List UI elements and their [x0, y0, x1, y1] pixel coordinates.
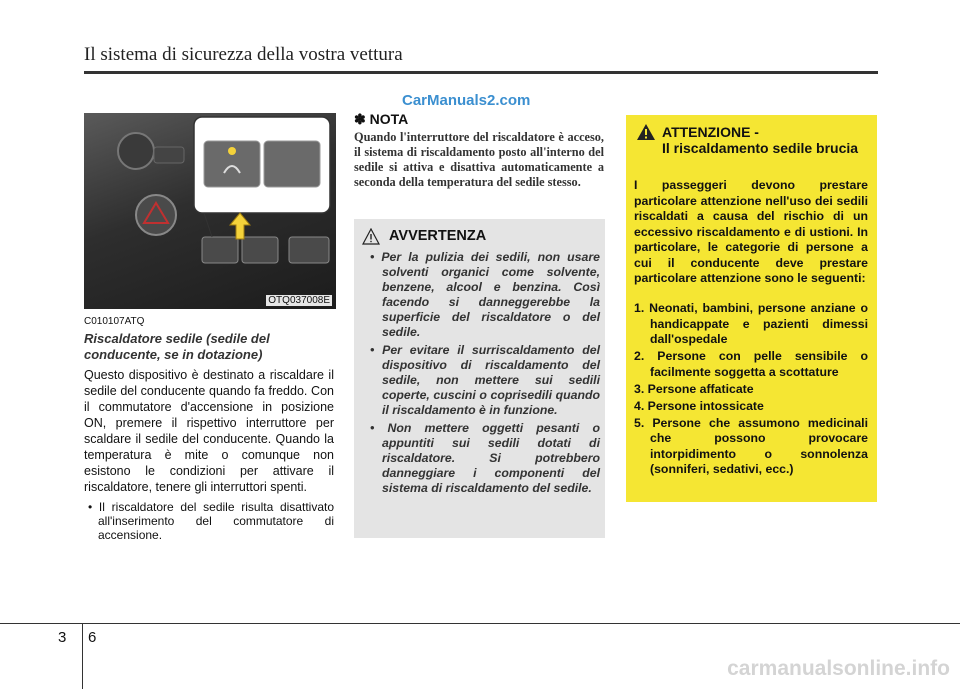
attenzione-intro: I passeggeri devono prestare particolare attenzione nell'uso dei sedili riscaldati a causa del rischio di un eccessivo riscaldamento e di ustioni. In particolare, le categorie di persone a cui il conducente deve prestare particolare attenzione sono le seguenti:: [634, 178, 868, 285]
page-divider: [82, 624, 83, 689]
list-item: • Per evitare il surriscaldamento del dispositivo di riscaldamento del sedile, non mettere sui sedili coperte, cuscini o coprisedili quando il riscaldamento è in funzione.: [370, 343, 600, 417]
attenzione-title-line1: ATTENZIONE -: [662, 124, 759, 140]
header-rule: [84, 71, 878, 74]
section-code: C010107ATQ: [84, 316, 145, 327]
page-section-number: 3: [58, 629, 67, 646]
attenzione-title: [662, 124, 862, 156]
list-item: • Non mettere oggetti pesanti o appuntiti sui sedili dotati di riscaldatore. Si potrebbero danneggiare i componenti del sistema di riscaldamento del sedile.: [370, 421, 600, 495]
attenzione-title-line2: Il riscaldamento sedile brucia: [662, 140, 859, 156]
page-number: 6: [88, 629, 97, 646]
section-heading: Riscaldatore sedile (sedile del conducente, se in dotazione): [84, 331, 270, 362]
warning-triangle-icon: [636, 123, 656, 141]
page-header-title: Il sistema di sicurezza della vostra vettura: [84, 44, 403, 65]
footer-rule: [0, 623, 960, 624]
watermark-bottom[interactable]: carmanualsonline.info: [727, 657, 950, 680]
avvertenza-list: [360, 250, 600, 499]
attenzione-list: [634, 301, 868, 479]
list-item: 4. Persone intossicate: [634, 398, 764, 413]
list-item: 3. Persone affaticate: [634, 381, 754, 396]
seat-heater-photo: [84, 113, 336, 309]
dashboard-illustration: [84, 113, 336, 309]
list-item: 1. Neonati, bambini, persone anziane o handicappate e pazienti dimessi dall'ospedale: [634, 301, 868, 346]
list-item: 5. Persone che assumono medicinali che possono provocare intorpidimento o sonnolenza (sonniferi, sedativi, ecc.): [634, 415, 868, 476]
photo-code: OTQ037008E: [268, 295, 330, 306]
avvertenza-title: AVVERTENZA: [389, 228, 487, 244]
caution-triangle-icon: [362, 228, 380, 245]
section-body: Questo dispositivo è destinato a riscaldare il sedile del conducente quando fa freddo. Con il commutatore d'accensione in posizione ON, premere il rispettivo interruttore per scaldare il sedile del conducente. Quando la temperatura è mite o comunque non esistono le condizioni per attivare il riscaldatore, tenere gli interruttori spenti.: [84, 368, 334, 494]
watermark-top[interactable]: CarManuals2.com: [402, 92, 531, 109]
list-item: 2. Persone con pelle sensibile o facilmente soggetta a scottature: [634, 349, 868, 379]
nota-title: ✽ NOTA: [354, 111, 409, 127]
nota-body: Quando l'interruttore del riscaldatore è acceso, il sistema di riscaldamento posto all'interno del sedile si attiva e disattiva automaticamente a seconda della temperatura del sedile stesso.: [354, 130, 604, 189]
section-bullet: • Il riscaldatore del sedile risulta disattivato all'inserimento del commutatore di accensione.: [88, 500, 334, 542]
list-item: • Per la pulizia dei sedili, non usare solventi organici come solvente, benzene, alcool e benzina. Così facendo si danneggerebbe la superficie del riscaldatore o del sedile.: [370, 250, 600, 339]
